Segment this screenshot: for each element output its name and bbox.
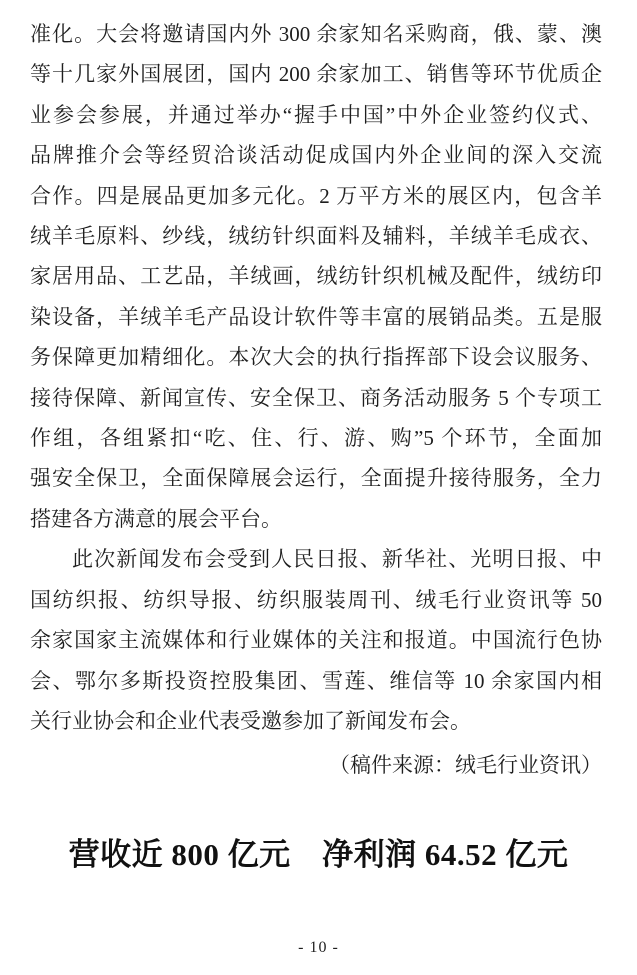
- body-paragraph-2: [30, 539, 602, 741]
- text-line: 等十几家外国展团，国内 200 余家加工、销售等环节优质企: [30, 62, 602, 87]
- page-number: - 10 -: [298, 939, 339, 956]
- section-heading: 营收近 800 亿元 净利润 64.52 亿元: [68, 837, 569, 872]
- text-line: 强安全保卫，全面保障展会运行，全面提升接待服务，全力: [30, 466, 602, 491]
- source-attribution: （稿件来源：绒毛行业资讯）: [329, 753, 602, 778]
- text-line: 品牌推介会等经贸洽谈活动促成国内外企业间的深入交流: [30, 143, 602, 168]
- text-line: 搭建各方满意的展会平台。: [30, 506, 282, 531]
- text-line: 业参会参展，并通过举办“握手中国”中外企业签约仪式、: [30, 102, 602, 127]
- text-line: 合作。四是展品更加多元化。2 万平方米的展区内，包含羊: [30, 183, 602, 208]
- body-paragraph-1: [30, 14, 602, 539]
- text-line: 余家国家主流媒体和行业媒体的关注和报道。中国流行色协: [30, 628, 602, 653]
- text-line: 染设备，羊绒羊毛产品设计软件等丰富的展销品类。五是服: [30, 304, 602, 329]
- text-line: 绒羊毛原料、纱线，绒纺针织面料及辅料，羊绒羊毛成衣、: [30, 224, 602, 249]
- text-line: 务保障更加精细化。本次大会的执行指挥部下设会议服务、: [30, 345, 602, 370]
- text-line: 关行业协会和企业代表受邀参加了新闻发布会。: [30, 708, 471, 733]
- text-line: 此次新闻发布会受到人民日报、新华社、光明日报、中: [72, 547, 602, 572]
- body-text: [30, 14, 602, 786]
- text-line: 家居用品、工艺品，羊绒画，绒纺针织机械及配件，绒纺印: [30, 264, 602, 289]
- text-line: 准化。大会将邀请国内外 300 余家知名采购商，俄、蒙、澳: [30, 22, 602, 46]
- text-line: 作组，各组紧扣“吃、住、行、游、购”5 个环节，全面加: [30, 426, 602, 451]
- text-line: 国纺织报、纺织导报、纺织服装周刊、绒毛行业资讯等 50: [30, 587, 602, 612]
- text-line: 会、鄂尔多斯投资控股集团、雪莲、维信等 10 余家国内相: [30, 668, 602, 693]
- text-line: 接待保障、新闻宣传、安全保卫、商务活动服务 5 个专项工: [30, 385, 602, 410]
